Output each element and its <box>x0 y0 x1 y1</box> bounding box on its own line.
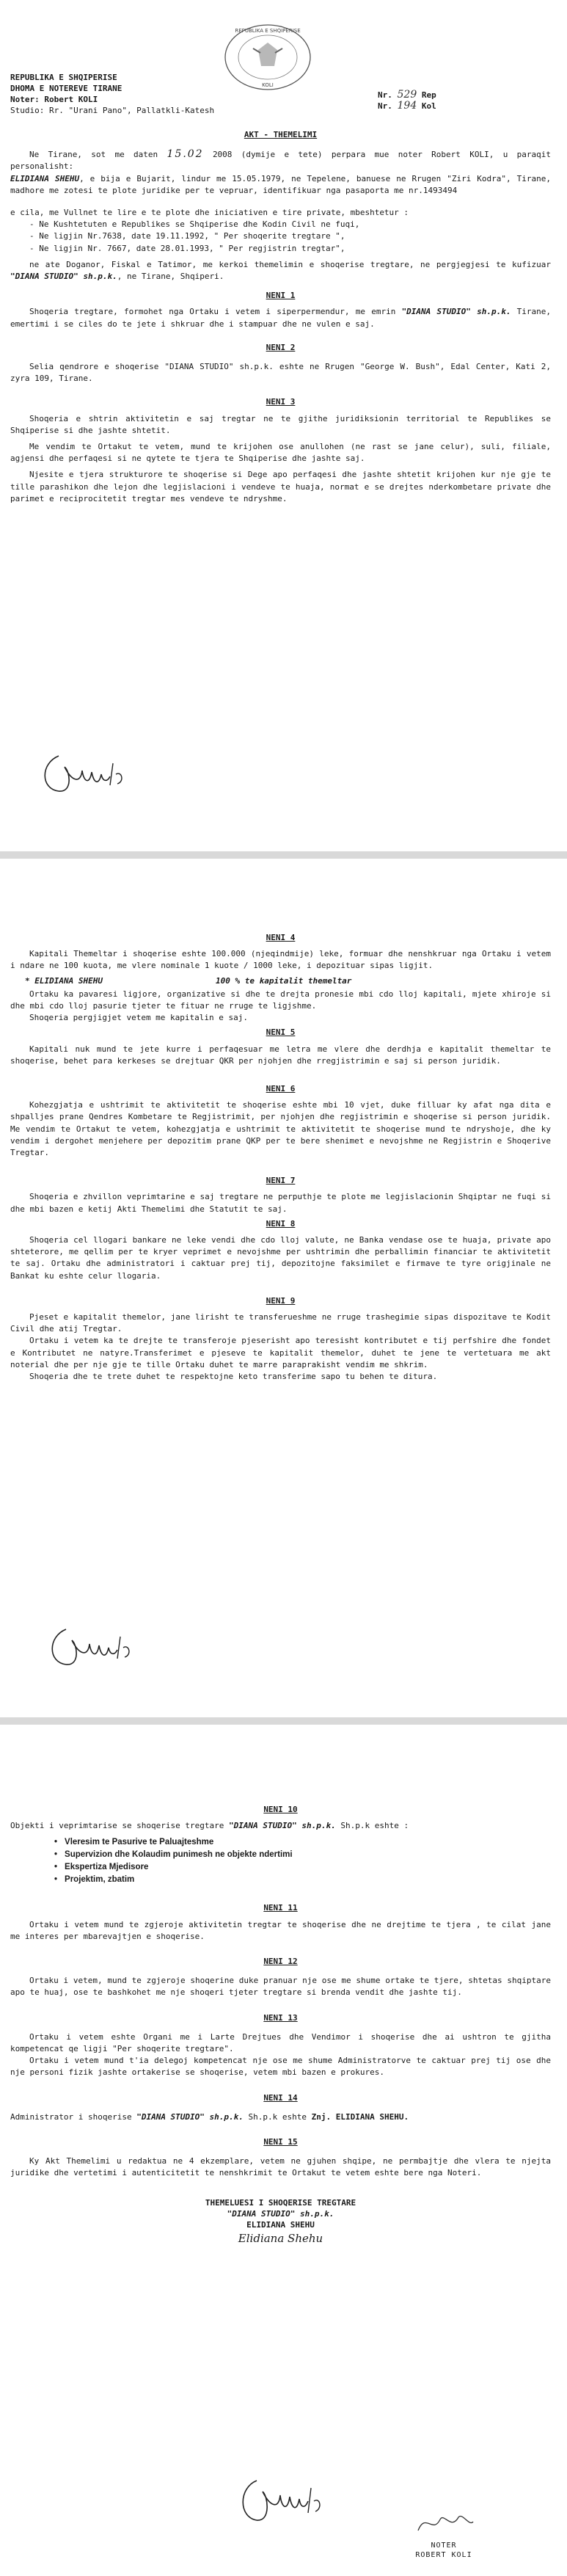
handwritten-founder-name: Elidiana Shehu <box>238 2231 323 2245</box>
article-9-p1: Pjeset e kapitalit themelor, jane lirisht te transferueshme ne rruge trashegimie sipas dispozitave te Kodit Civil dhe atij Tregtar. <box>10 1312 556 1334</box>
law-7638: - Ne ligjin Nr.7638, date 19.11.1992, " Per shoqerite tregtare ", <box>29 231 345 241</box>
article-13-heading: NENI 13 <box>263 2012 298 2023</box>
noter-name: ROBERT KOLI <box>415 2551 472 2559</box>
article-10-intro: Objekti i veprimtarise se shoqerise tregtare "DIANA STUDIO" sh.p.k. Sh.p.k eshte : <box>10 1821 409 1831</box>
ref1-suffix: Rep <box>421 90 436 100</box>
header-studio: Studio: Rr. "Urani Pano", Pallatkli-Katesh <box>10 106 215 115</box>
article-6-heading: NENI 6 <box>266 1084 296 1094</box>
page1-body <box>10 129 556 505</box>
founder-signature-block <box>10 2197 551 2244</box>
activity-item: • Ekspertiza Mjedisore <box>54 1861 551 1874</box>
article-11-text: Ortaku i vetem mund te zgjeroje aktivitetin tregtar te shoqerise dhe ne drejtime te tjera , te cilat jane me interes per mbarevajtjen e shoqerise. <box>10 1919 556 1941</box>
notary-stamp <box>411 2508 477 2560</box>
article-1-heading: NENI 1 <box>266 291 296 301</box>
article-7-text: Shoqeria e zhvillon veprimtarine e saj tregtare ne perputhje te plote me legjislacionin Shqiptar ne fuqi si dhe mbi bazen e ketij Akti Themelimi dhe Statutit te saj. <box>10 1192 556 1214</box>
header-country: REPUBLIKA E SHQIPERISE <box>10 73 117 82</box>
article-7-heading: NENI 7 <box>266 1176 296 1186</box>
activity-item: • Supervizion dhe Kolaudim punimesh ne objekte ndertimi <box>54 1849 551 1861</box>
article-10-heading: NENI 10 <box>263 1805 298 1814</box>
handwritten-date: 15.02 <box>167 148 204 161</box>
intro-request: ne ate Doganor, Fiskal e Tatimor, me kerkoi themelimin e shoqerise tregtare, ne pergjegjesi te kufizuar "DIANA STUDIO" sh.p.k., ne Tirane, Shqiperi. <box>10 259 551 282</box>
seal-top-text: REPUBLIKA E SHQIPERISE <box>235 28 301 34</box>
law-civil-code: - Ne Kushtetuten e Republikes se Shqiperise dhe Kodin Civil ne fuqi, <box>29 219 360 230</box>
article-9-p2: Ortaku i vetem ka te drejte te transferoje pjeserisht apo teresisht kontributet e tij perfshire dhe fondet e Kontributet ne natyre.Transferimet e pjeseve te kapitalit themelor, duhet te jene te vertetuara me akt noterial dhe per nje gje te tille Ortaku duhet te marre paraprakisht vendim me shkrim. <box>10 1336 556 1369</box>
ref1-value: 529 <box>397 89 417 101</box>
article-1-text: Shoqeria tregtare, formohet nga Ortaku i vetem i siperpermendur, me emrin "DIANA STUDIO" sh.p.k. Tirane, emertimi i se ciles do te jete i shkruar dhe i stampuar dhe ne vulen e saj. <box>10 307 556 329</box>
article-8-text: Shoqeria cel llogari bankare ne leke vendi dhe cdo lloj valute, ne Banka vendase ose te huaja, private apo shteterore, me qellim per te kryer veprimet e nevojshme per ushtrimin dhe perballimin financiar te aktivitetit te saj. Ortaku dhe administratori i caktuar prej tij, depozitojne faksimilet e firmave te tyre origjinale ne Bankat ku eshte celur llogaria. <box>10 1235 556 1281</box>
document-page-2 <box>0 859 567 1717</box>
owner-share: 100 % te kapitalit themeltar <box>216 975 352 986</box>
article-3-p3: Njesite e tjera strukturore te shoqerise si Dege apo perfaqesi dhe jashte shtetit krijohen kur nje gje te tille parashikon dhe lejon dhe legjislacioni i vendeve te huaja, normat e se drejtes nderkombetare private dhe parimet e reciprocitetit tregtar mes vendeve te ndryshme. <box>10 470 556 503</box>
article-15-heading: NENI 15 <box>263 2137 298 2147</box>
article-5-heading: NENI 5 <box>266 1027 296 1038</box>
activity-list <box>54 1836 551 1886</box>
page3-body <box>10 1804 556 2245</box>
founder-name: ELIDIANA SHEHU <box>10 173 80 183</box>
header-chamber: DHOMA E NOTEREVE TIRANE <box>10 84 122 93</box>
article-13-p1: Ortaku i vetem eshte Organi me i Larte Drejtues dhe Vendimor i shoqerise dhe ai ushtron te gjitha kompetencat qe ligji "Per shoqerite tregtare". <box>10 2031 556 2054</box>
document-page-3 <box>0 1725 567 2576</box>
article-12-heading: NENI 12 <box>263 1957 298 1967</box>
founder-signature-1 <box>37 741 139 800</box>
owner-name: * ELIDIANA SHEHU <box>25 975 103 986</box>
article-3-p2: Me vendim te Ortakut te vetem, mund te krijohen ose anullohen (ne rast se jane celur), suli, filiale, agjensi dhe perfaqesi si ne qytete te tjera te Shqiperise dhe jashte saj. <box>10 442 556 464</box>
article-14-text: Administrator i shoqerise "DIANA STUDIO" sh.p.k. Sh.p.k eshte Znj. ELIDIANA SHEHU. <box>10 2111 409 2122</box>
article-13-p2: Ortaku i vetem mund t'ia delegoj kompetencat nje ose me shume Administratorve te caktuar prej tij ose dhe nje personi fizik jashte ortakerise se shoqerise, vetem mbi bazen e prokures. <box>10 2056 556 2078</box>
article-15-text: Ky Akt Themelimi u redaktua ne 4 ekzemplare, vetem ne gjuhen shqipe, ne permbajtje dhe vlera te njejta juridike dhe vertetimi i autenticitetit te nenshkrimit te Ortakut te vetem eshte bere nga Noteri. <box>10 2156 556 2178</box>
ref1-label: Nr. <box>378 90 392 100</box>
page2-body <box>10 932 556 1383</box>
activity-item: • Projektim, zbatim <box>54 1874 551 1886</box>
article-3-p1: Shoqeria e shtrin aktivitetin e saj tregtar ne te gjithe juridiksionin territorial te Republikes se Shqiperise si dhe jashte shtetit. <box>10 413 556 435</box>
article-4-p3: Shoqeria pergjigjet vetem me kapitalin e saj. <box>29 1013 249 1023</box>
article-4-heading: NENI 4 <box>266 933 296 942</box>
document-page-1 <box>0 0 567 851</box>
article-5-text: Kapitali nuk mund te jete kurre i perfaqesuar me letra me vlere dhe derdhja e kapitalit themeltar te shoqerise, behet para kerkeses se drejtuar QKR per njohjen dhe rregjistrimin e saj si person juridik. <box>10 1044 556 1066</box>
intro-paragraph: Ne Tirane, sot me daten 15.02 2008 (dymije e tete) perpara mue noter Robert KOLI, u paraqit personalisht: ELIDIANA SHEHU, e bija e Bujarit, lindur me 15.05.1979, ne Tepelene, banuese ne Rrugen "Ziri Kodra", Tirane, madhore me zotesi te plote juridike per te vepruar, identifikuar nga pasaporta me nr.1493494 <box>10 148 556 195</box>
ref2-label: Nr. <box>378 101 392 111</box>
founder-company: "DIANA STUDIO" sh.p.k. <box>227 2208 334 2219</box>
seal-bottom-text: KOLI <box>262 82 274 88</box>
header-notary: Noter: Robert KOLI <box>10 95 98 104</box>
article-11-heading: NENI 11 <box>263 1903 298 1913</box>
article-6-text: Kohezgjatja e ushtrimit te aktivitetit te shoqerise eshte mbi 10 vjet, duke filluar ky afat nga dita e shpalljes prane Qendres Kombetare te Regjistrimit, per njohjen dhe regjistrimin e shoqerise si person juridik. Me vendim te Ortakut te vetem, kohezgjatja e ushtrimit te aktivitetit te shoqerise mund te ndryshoje, dhe ky vendim i dergohet menjehere per depozitim prane QKP per te bere shenimet e nevojshme ne Regjistrin e Shoqerive Tregtar. <box>10 1100 556 1158</box>
ref2-value: 194 <box>397 100 417 112</box>
activity-item: • Vleresim te Pasurive te Paluajteshme <box>54 1836 551 1849</box>
founder-signature-2 <box>44 1615 147 1673</box>
noter-label: NOTER <box>431 2542 457 2550</box>
article-9-p3: Shoqeria dhe te trete duhet te respektojne keto transferime sapo tu behen te ditura. <box>29 1372 438 1382</box>
document-header <box>10 72 214 116</box>
article-9-heading: NENI 9 <box>266 1295 296 1306</box>
notary-signature <box>411 2508 477 2538</box>
owner-share-row <box>25 975 551 987</box>
founder-signature-3 <box>235 2466 337 2532</box>
article-2-text: Selia qendrore e shoqerise "DIANA STUDIO" sh.p.k. eshte ne Rrugen "George W. Bush", Edal Center, Kati 2, zyra 109, Tirane. <box>10 362 556 384</box>
founder-title: THEMELUESI I SHOQERISE TREGTARE <box>205 2197 356 2208</box>
reference-numbers <box>378 90 436 112</box>
article-8-heading: NENI 8 <box>266 1218 296 1229</box>
article-14-heading: NENI 14 <box>263 2092 298 2103</box>
article-4-p1: Kapitali Themeltar i shoqerise eshte 100.000 (njeqindmije) leke, formuar dhe nenshkruar nga Ortaku i vetem i ndare ne 100 kuota, me vlere nominale 1 kuote / 1000 leke, i depozituar sipas ligjit. <box>10 949 556 971</box>
founder-signer: ELIDIANA SHEHU <box>246 2219 315 2230</box>
ref2-suffix: Kol <box>421 101 436 111</box>
notary-seal <box>220 21 315 94</box>
article-12-text: Ortaku i vetem, mund te zgjeroje shoqerine duke pranuar nje ose me shume ortake te tjere, shtetas shqiptare apo te huaj, ose te bashkohet me nje shoqeri tjeter tregtare si brenda vendit dhe jashte tij. <box>10 1976 556 1998</box>
article-3-heading: NENI 3 <box>266 397 296 407</box>
law-7667: - Ne ligjin Nr. 7667, date 28.01.1993, " Per regjistrin tregtar", <box>29 243 345 253</box>
document-title: AKT - THEMELIMI <box>244 130 318 139</box>
article-2-heading: NENI 2 <box>266 342 296 352</box>
article-4-p2: Ortaku ka pavaresi ligjore, organizative si dhe te drejta pronesie mbi cdo lloj kapitali, mjete xhiroje si dhe mbi cdo lloj pasurie tjeter te fituar ne rruge te ligjshme. <box>10 989 556 1011</box>
intro-will: e cila, me Vullnet te lire e te plote dhe iniciativen e tire private, mbeshtetur : <box>10 208 409 218</box>
